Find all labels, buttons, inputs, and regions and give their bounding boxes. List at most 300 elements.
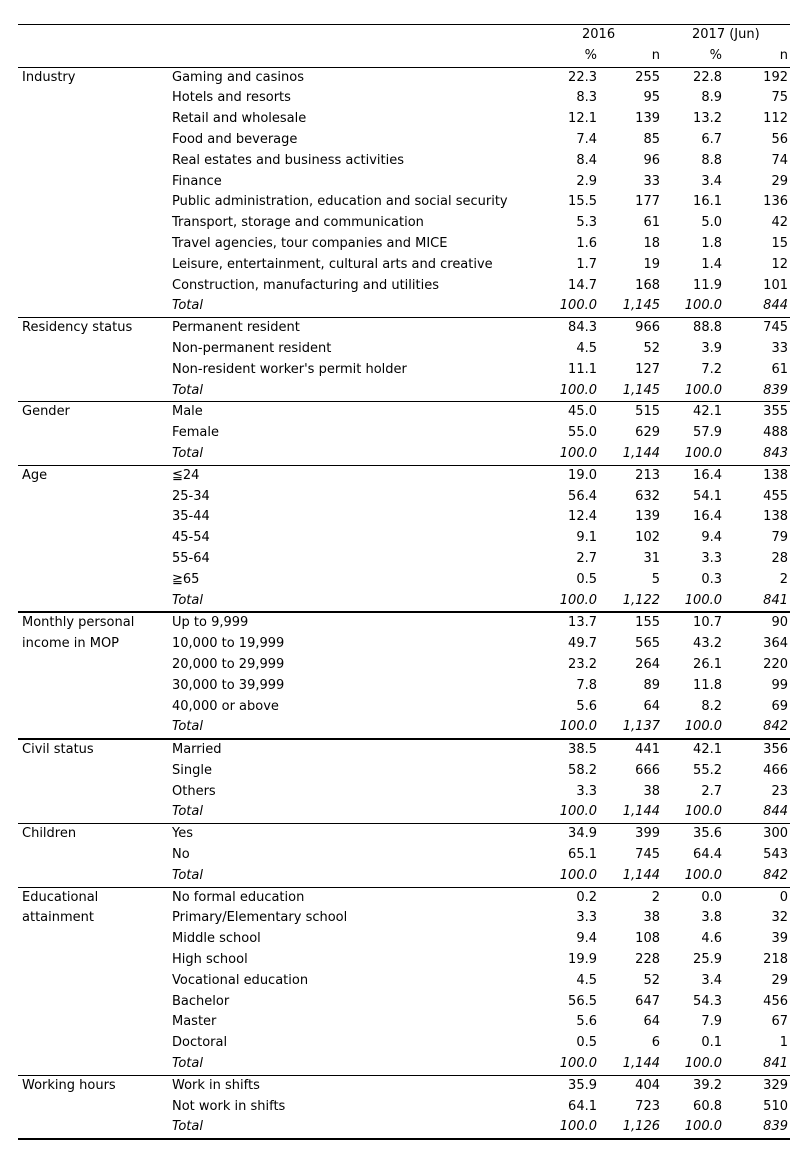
table-row — [18, 888, 790, 909]
pct-2017: 3.4 — [701, 972, 722, 988]
pct-2017: 42.1 — [693, 742, 722, 758]
n-2017: 12 — [771, 256, 788, 272]
n-2016: 647 — [635, 993, 660, 1009]
n-2016: 1,144 — [622, 867, 660, 883]
row-label: No — [172, 847, 190, 863]
n-2016: 177 — [635, 194, 660, 210]
pct-2016: 45.0 — [568, 404, 597, 420]
table-row — [18, 130, 790, 151]
row-label: 25-34 — [172, 488, 210, 504]
header-pct-2016: % — [584, 47, 597, 63]
section-age — [18, 465, 790, 612]
pct-2016: 12.1 — [568, 111, 597, 127]
pct-2016: 8.3 — [576, 90, 597, 106]
table-row — [18, 109, 790, 130]
row-label: Permanent resident — [172, 320, 300, 336]
n-2017: 839 — [763, 382, 788, 398]
row-label: Female — [172, 425, 220, 441]
n-2016: 18 — [643, 235, 660, 251]
pct-2016: 64.1 — [568, 1098, 597, 1114]
pct-2016: 38.5 — [568, 742, 597, 758]
n-2016: 38 — [643, 783, 660, 799]
pct-2016: 56.5 — [568, 993, 597, 1009]
section-residency-status — [18, 317, 790, 401]
table-row — [18, 992, 790, 1013]
pct-2017: 0.0 — [701, 889, 722, 905]
n-2016: 565 — [635, 636, 660, 652]
pct-2017: 57.9 — [693, 425, 722, 441]
n-2017: 455 — [763, 488, 788, 504]
table-row — [18, 402, 790, 423]
row-label: Total — [172, 1056, 203, 1072]
row-label: ≧65 — [172, 571, 200, 587]
row-label: Total — [172, 1119, 203, 1135]
pct-2017: 3.8 — [701, 910, 722, 926]
pct-2017: 100.0 — [684, 867, 722, 883]
n-2016: 1,145 — [622, 382, 660, 398]
n-2017: 842 — [763, 719, 788, 735]
header-n-2017: n — [779, 47, 788, 63]
table-row — [18, 466, 790, 487]
table-row — [18, 88, 790, 109]
total-row — [18, 296, 790, 317]
pct-2017: 16.4 — [693, 509, 722, 525]
pct-2016: 9.4 — [576, 931, 597, 947]
section-gender — [18, 401, 790, 464]
pct-2016: 11.1 — [568, 361, 597, 377]
pct-2017: 3.9 — [701, 340, 722, 356]
pct-2017: 54.1 — [693, 488, 722, 504]
pct-2017: 13.2 — [693, 111, 722, 127]
n-2017: 2 — [779, 571, 788, 587]
pct-2017: 7.9 — [701, 1014, 722, 1030]
pct-2017: 100.0 — [684, 1056, 722, 1072]
pct-2016: 1.6 — [576, 235, 597, 251]
pct-2016: 100.0 — [559, 382, 597, 398]
n-2016: 399 — [635, 826, 660, 842]
pct-2017: 5.0 — [701, 215, 722, 231]
table-row — [18, 740, 790, 761]
pct-2016: 100.0 — [559, 592, 597, 608]
n-2016: 1,145 — [622, 298, 660, 314]
row-label: Master — [172, 1014, 217, 1030]
table-row — [18, 782, 790, 803]
table-row — [18, 845, 790, 866]
n-2017: 75 — [771, 90, 788, 106]
pct-2016: 3.3 — [576, 783, 597, 799]
table-row — [18, 423, 790, 444]
row-label: Retail and wholesale — [172, 111, 307, 127]
row-label: Not work in shifts — [172, 1098, 286, 1114]
n-2016: 5 — [651, 571, 660, 587]
table-row — [18, 1012, 790, 1033]
table-row — [18, 824, 790, 845]
n-2017: 99 — [771, 677, 788, 693]
n-2016: 213 — [635, 467, 660, 483]
table-row — [18, 192, 790, 213]
pct-2017: 8.8 — [701, 152, 722, 168]
table-row — [18, 676, 790, 697]
pct-2016: 100.0 — [559, 445, 597, 461]
pct-2016: 14.7 — [568, 277, 597, 293]
pct-2016: 4.5 — [576, 340, 597, 356]
row-label: Non-permanent resident — [172, 340, 332, 356]
table-row — [18, 507, 790, 528]
row-label: Married — [172, 742, 222, 758]
pct-2017: 4.6 — [701, 931, 722, 947]
table-row — [18, 950, 790, 971]
total-row — [18, 866, 790, 887]
pct-2017: 9.4 — [701, 530, 722, 546]
pct-2017: 100.0 — [684, 804, 722, 820]
total-row — [18, 591, 790, 612]
table-row — [18, 971, 790, 992]
total-row — [18, 802, 790, 823]
table-row — [18, 172, 790, 193]
n-2017: 56 — [771, 131, 788, 147]
table-row — [18, 1097, 790, 1118]
row-label: Bachelor — [172, 993, 230, 1009]
pct-2017: 6.7 — [701, 131, 722, 147]
n-2017: 23 — [771, 783, 788, 799]
n-2017: 32 — [771, 910, 788, 926]
section-working-hours — [18, 1075, 790, 1140]
header-n-2016: n — [651, 47, 660, 63]
row-label: 55-64 — [172, 550, 210, 566]
row-label: Construction, manufacturing and utilities — [172, 277, 439, 293]
row-label: Doctoral — [172, 1035, 228, 1051]
pct-2017: 60.8 — [693, 1098, 722, 1114]
n-2017: 218 — [763, 952, 788, 968]
n-2017: 844 — [763, 298, 788, 314]
table-header — [18, 24, 790, 67]
n-2016: 1,126 — [622, 1119, 660, 1135]
pct-2016: 23.2 — [568, 656, 597, 672]
row-label: Male — [172, 404, 203, 420]
n-2016: 168 — [635, 277, 660, 293]
n-2017: 138 — [763, 467, 788, 483]
row-label: Total — [172, 382, 203, 398]
n-2017: 841 — [763, 592, 788, 608]
pct-2016: 0.2 — [576, 889, 597, 905]
pct-2016: 100.0 — [559, 867, 597, 883]
pct-2016: 1.7 — [576, 256, 597, 272]
pct-2016: 9.1 — [576, 530, 597, 546]
pct-2017: 55.2 — [693, 762, 722, 778]
pct-2016: 12.4 — [568, 509, 597, 525]
row-label: Leisure, entertainment, cultural arts and creative — [172, 256, 493, 272]
n-2016: 1,137 — [622, 719, 660, 735]
n-2017: 1 — [779, 1035, 788, 1051]
table-row — [18, 570, 790, 591]
n-2017: 28 — [771, 550, 788, 566]
row-label: 45-54 — [172, 530, 210, 546]
n-2016: 139 — [635, 111, 660, 127]
pct-2016: 5.3 — [576, 215, 597, 231]
n-2017: 839 — [763, 1119, 788, 1135]
pct-2016: 13.7 — [568, 615, 597, 631]
pct-2017: 54.3 — [693, 993, 722, 1009]
row-label: Total — [172, 445, 203, 461]
n-2016: 64 — [643, 1014, 660, 1030]
n-2017: 39 — [771, 931, 788, 947]
pct-2016: 56.4 — [568, 488, 597, 504]
n-2017: 488 — [763, 425, 788, 441]
n-2017: 300 — [763, 826, 788, 842]
n-2016: 441 — [635, 742, 660, 758]
row-label: High school — [172, 952, 248, 968]
n-2017: 29 — [771, 173, 788, 189]
pct-2016: 5.6 — [576, 698, 597, 714]
n-2017: 844 — [763, 804, 788, 820]
row-label: 10,000 to 19,999 — [172, 636, 285, 652]
table-row — [18, 613, 790, 634]
pct-2017: 8.9 — [701, 90, 722, 106]
category-label: Industry — [22, 69, 76, 85]
n-2017: 74 — [771, 152, 788, 168]
table-body — [18, 67, 790, 1141]
pct-2016: 100.0 — [559, 1119, 597, 1135]
pct-2016: 100.0 — [559, 719, 597, 735]
table-row — [18, 360, 790, 381]
n-2017: 510 — [763, 1098, 788, 1114]
category-label: Working hours — [22, 1077, 116, 1093]
n-2017: 42 — [771, 215, 788, 231]
n-2016: 31 — [643, 550, 660, 566]
n-2016: 64 — [643, 698, 660, 714]
n-2016: 1,144 — [622, 1056, 660, 1072]
pct-2016: 7.8 — [576, 677, 597, 693]
n-2016: 745 — [635, 847, 660, 863]
pct-2017: 10.7 — [693, 615, 722, 631]
n-2016: 155 — [635, 615, 660, 631]
row-label: Finance — [172, 173, 222, 189]
section-educational-attainment — [18, 887, 790, 1075]
pct-2017: 16.1 — [693, 194, 722, 210]
row-label: 20,000 to 29,999 — [172, 656, 285, 672]
pct-2017: 64.4 — [693, 847, 722, 863]
n-2017: 138 — [763, 509, 788, 525]
row-label: Primary/Elementary school — [172, 910, 348, 926]
total-row — [18, 1117, 790, 1138]
category-label: attainment — [22, 910, 94, 926]
n-2016: 404 — [635, 1077, 660, 1093]
pct-2016: 55.0 — [568, 425, 597, 441]
pct-2017: 35.6 — [693, 826, 722, 842]
n-2016: 6 — [651, 1035, 660, 1051]
pct-2016: 34.9 — [568, 826, 597, 842]
category-label: Residency status — [22, 320, 133, 336]
row-label: Total — [172, 592, 203, 608]
n-2016: 38 — [643, 910, 660, 926]
pct-2016: 7.4 — [576, 131, 597, 147]
n-2016: 966 — [635, 320, 660, 336]
row-label: Public administration, education and social security — [172, 194, 508, 210]
category-label: Monthly personal — [22, 615, 135, 631]
row-label: Total — [172, 804, 203, 820]
pct-2016: 4.5 — [576, 972, 597, 988]
pct-2016: 22.3 — [568, 69, 597, 85]
table-row — [18, 1033, 790, 1054]
total-row — [18, 381, 790, 402]
table-row — [18, 1076, 790, 1097]
pct-2016: 19.0 — [568, 467, 597, 483]
row-label: Transport, storage and communication — [172, 215, 424, 231]
pct-2017: 100.0 — [684, 298, 722, 314]
n-2016: 52 — [643, 972, 660, 988]
category-label: Age — [22, 467, 48, 483]
table-row — [18, 908, 790, 929]
n-2016: 228 — [635, 952, 660, 968]
pct-2017: 7.2 — [701, 361, 722, 377]
table-row — [18, 761, 790, 782]
row-label: Real estates and business activities — [172, 152, 404, 168]
pct-2016: 5.6 — [576, 1014, 597, 1030]
pct-2017: 1.8 — [701, 235, 722, 251]
pct-2017: 100.0 — [684, 382, 722, 398]
section-monthly-personal-income-in-mop — [18, 611, 790, 738]
pct-2017: 1.4 — [701, 256, 722, 272]
category-label: Gender — [22, 404, 70, 420]
n-2017: 101 — [763, 277, 788, 293]
category-label: Educational — [22, 889, 99, 905]
table-row — [18, 929, 790, 950]
pct-2017: 39.2 — [693, 1077, 722, 1093]
pct-2016: 2.9 — [576, 173, 597, 189]
n-2017: 841 — [763, 1056, 788, 1072]
header-columns-row — [18, 46, 790, 67]
row-label: Total — [172, 719, 203, 735]
header-2017: 2017 (Jun) — [692, 27, 760, 42]
n-2017: 79 — [771, 530, 788, 546]
n-2016: 52 — [643, 340, 660, 356]
n-2016: 96 — [643, 152, 660, 168]
n-2016: 1,122 — [622, 592, 660, 608]
n-2016: 127 — [635, 361, 660, 377]
n-2016: 95 — [643, 90, 660, 106]
demographics-table — [18, 24, 790, 1140]
pct-2016: 49.7 — [568, 636, 597, 652]
n-2017: 192 — [763, 69, 788, 85]
row-label: No formal education — [172, 889, 305, 905]
n-2016: 89 — [643, 677, 660, 693]
n-2016: 102 — [635, 530, 660, 546]
n-2017: 90 — [771, 615, 788, 631]
n-2017: 33 — [771, 340, 788, 356]
header-2016: 2016 — [582, 27, 616, 42]
pct-2017: 3.3 — [701, 550, 722, 566]
row-label: 40,000 or above — [172, 698, 279, 714]
category-label: income in MOP — [22, 636, 120, 652]
pct-2017: 26.1 — [693, 656, 722, 672]
n-2016: 2 — [651, 889, 660, 905]
pct-2016: 8.4 — [576, 152, 597, 168]
table-row — [18, 549, 790, 570]
n-2017: 0 — [779, 889, 788, 905]
pct-2017: 25.9 — [693, 952, 722, 968]
row-label: 30,000 to 39,999 — [172, 677, 285, 693]
n-2016: 255 — [635, 69, 660, 85]
n-2016: 19 — [643, 256, 660, 272]
pct-2017: 3.4 — [701, 173, 722, 189]
pct-2017: 11.9 — [693, 277, 722, 293]
pct-2017: 8.2 — [701, 698, 722, 714]
pct-2016: 3.3 — [576, 910, 597, 926]
n-2017: 29 — [771, 972, 788, 988]
pct-2017: 100.0 — [684, 592, 722, 608]
n-2017: 843 — [763, 445, 788, 461]
section-children — [18, 823, 790, 886]
table-row — [18, 151, 790, 172]
pct-2016: 35.9 — [568, 1077, 597, 1093]
n-2016: 1,144 — [622, 445, 660, 461]
table-row — [18, 634, 790, 655]
table-row — [18, 487, 790, 508]
pct-2016: 84.3 — [568, 320, 597, 336]
table-row — [18, 655, 790, 676]
pct-2016: 58.2 — [568, 762, 597, 778]
row-label: Food and beverage — [172, 131, 298, 147]
n-2016: 33 — [643, 173, 660, 189]
pct-2016: 0.5 — [576, 571, 597, 587]
table-row — [18, 68, 790, 89]
pct-2016: 100.0 — [559, 804, 597, 820]
pct-2017: 22.8 — [693, 69, 722, 85]
pct-2016: 19.9 — [568, 952, 597, 968]
table-row — [18, 234, 790, 255]
n-2017: 842 — [763, 867, 788, 883]
header-pct-2017: % — [709, 47, 722, 63]
n-2017: 456 — [763, 993, 788, 1009]
pct-2017: 100.0 — [684, 719, 722, 735]
n-2017: 220 — [763, 656, 788, 672]
n-2017: 15 — [771, 235, 788, 251]
n-2016: 1,144 — [622, 804, 660, 820]
n-2017: 364 — [763, 636, 788, 652]
n-2017: 543 — [763, 847, 788, 863]
pct-2017: 88.8 — [693, 320, 722, 336]
row-label: Middle school — [172, 931, 261, 947]
row-label: Vocational education — [172, 972, 309, 988]
n-2017: 136 — [763, 194, 788, 210]
table-row — [18, 255, 790, 276]
row-label: Work in shifts — [172, 1077, 260, 1093]
pct-2016: 2.7 — [576, 550, 597, 566]
n-2017: 69 — [771, 698, 788, 714]
row-label: Non-resident worker's permit holder — [172, 361, 407, 377]
n-2017: 355 — [763, 404, 788, 420]
section-civil-status — [18, 738, 790, 823]
category-label: Children — [22, 826, 77, 842]
pct-2017: 42.1 — [693, 404, 722, 420]
row-label: Single — [172, 762, 212, 778]
pct-2016: 0.5 — [576, 1035, 597, 1051]
n-2016: 723 — [635, 1098, 660, 1114]
row-label: Others — [172, 783, 216, 799]
total-row — [18, 444, 790, 465]
n-2017: 112 — [763, 111, 788, 127]
n-2016: 61 — [643, 215, 660, 231]
row-label: Total — [172, 298, 203, 314]
n-2016: 108 — [635, 931, 660, 947]
section-industry — [18, 67, 790, 318]
n-2016: 666 — [635, 762, 660, 778]
pct-2016: 100.0 — [559, 1056, 597, 1072]
n-2017: 67 — [771, 1014, 788, 1030]
row-label: Yes — [172, 826, 193, 842]
total-row — [18, 1054, 790, 1075]
n-2016: 264 — [635, 656, 660, 672]
